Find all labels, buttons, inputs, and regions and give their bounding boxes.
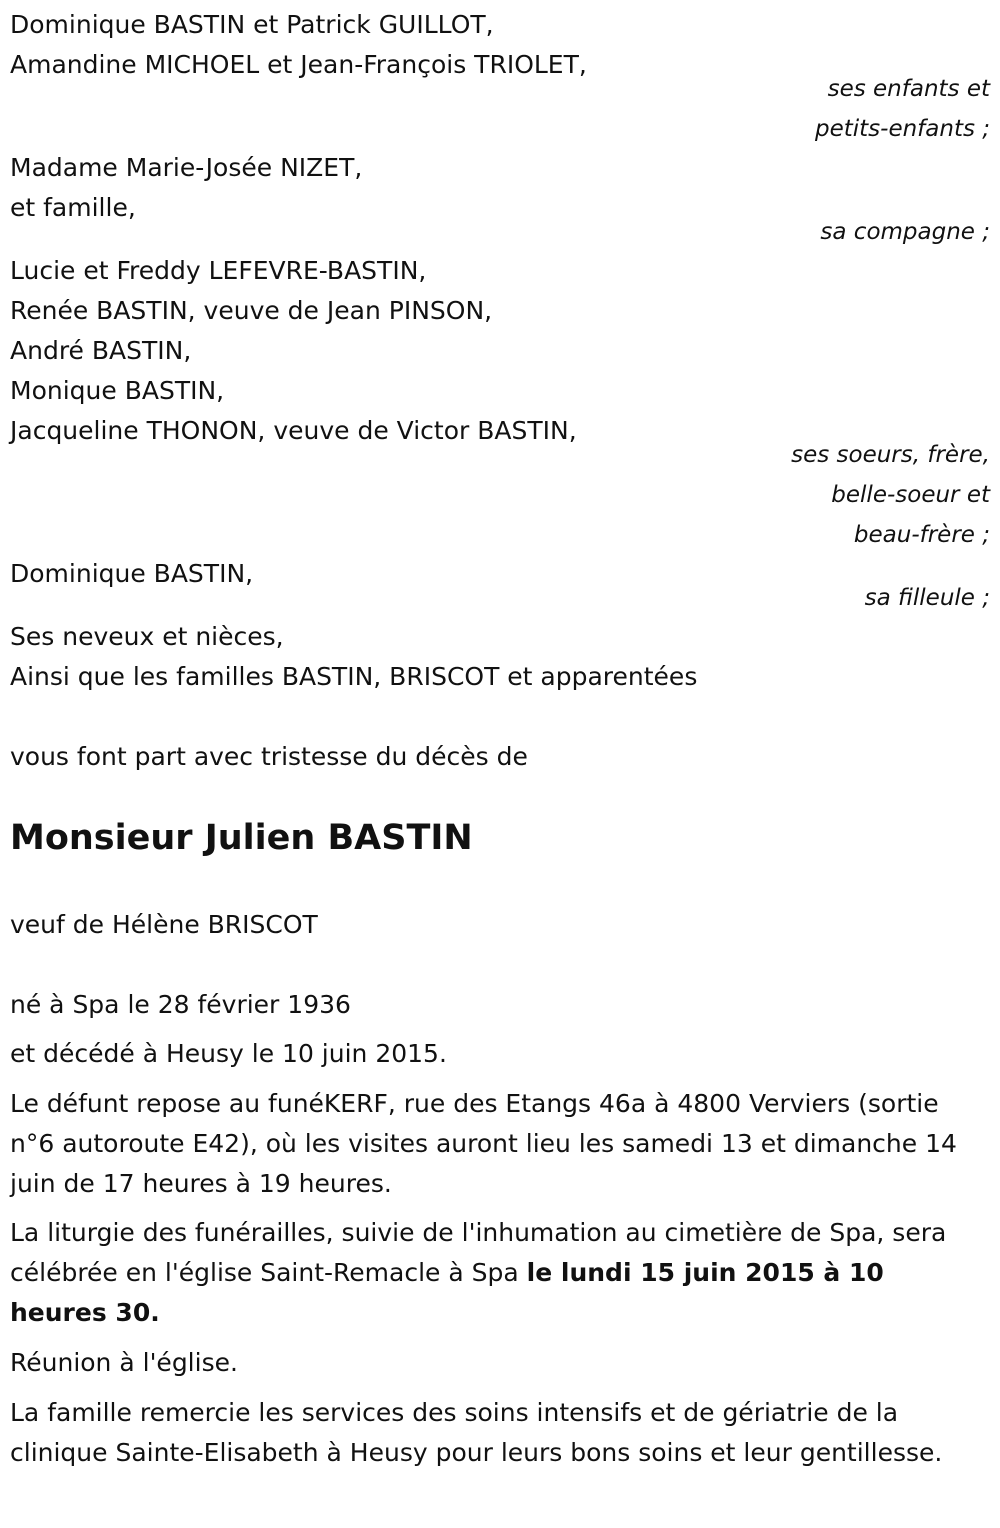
family-line: Madame Marie-Josée NIZET, bbox=[10, 153, 363, 182]
family-line: André BASTIN, bbox=[10, 336, 192, 365]
death-text: et décédé à Heusy le 10 juin 2015. bbox=[10, 1039, 447, 1068]
family-line: Amandine MICHOEL et Jean-François TRIOLET, bbox=[10, 50, 587, 79]
liturgy-intro: La liturgie des funérailles, suivie de l'inhumation au cimetière de Spa, sera célébrée en l'église Saint-Remacle à Spa bbox=[10, 1218, 947, 1287]
relation-label: beau-frère ; bbox=[853, 522, 990, 548]
family-line: Renée BASTIN, veuve de Jean PINSON, bbox=[10, 296, 493, 325]
relation-label: ses soeurs, frère, bbox=[791, 442, 990, 468]
reunion-text: Réunion à l'église. bbox=[10, 1348, 238, 1377]
widow-of-text: veuf de Hélène BRISCOT bbox=[10, 910, 318, 939]
relation-label: ses enfants et bbox=[827, 76, 990, 102]
family-line: Ses neveux et nièces, bbox=[10, 622, 284, 651]
family-line: Ainsi que les familles BASTIN, BRISCOT et apparentées bbox=[10, 662, 698, 691]
family-line: Dominique BASTIN, bbox=[10, 559, 254, 588]
family-line: Jacqueline THONON, veuve de Victor BASTIN, bbox=[10, 416, 577, 445]
relation-label: belle-soeur et bbox=[831, 482, 990, 508]
relation-label: sa filleule ; bbox=[864, 585, 990, 611]
deceased-name: Monsieur Julien BASTIN bbox=[10, 818, 473, 858]
family-line: et famille, bbox=[10, 193, 136, 222]
announcement-text: vous font part avec tristesse du décès de bbox=[10, 742, 528, 771]
relation-label: sa compagne ; bbox=[820, 219, 990, 245]
family-line: Monique BASTIN, bbox=[10, 376, 225, 405]
family-line: Dominique BASTIN et Patrick GUILLOT, bbox=[10, 10, 494, 39]
liturgy-date: le lundi 15 juin 2015 à 10 heures 30. bbox=[10, 1258, 884, 1327]
repose-paragraph: Le défunt repose au funéKERF, rue des Etangs 46a à 4800 Verviers (sortie n°6 autoroute E42), où les visites auront lieu les samedi 13 et dimanche 14 juin de 17 heures à 19 heures. bbox=[10, 1089, 957, 1198]
thanks-paragraph: La famille remercie les services des soins intensifs et de gériatrie de la clinique Sainte-Elisabeth à Heusy pour leurs bons soins et leur gentillesse. bbox=[10, 1398, 943, 1467]
family-line: Lucie et Freddy LEFEVRE-BASTIN, bbox=[10, 256, 427, 285]
relation-label: petits-enfants ; bbox=[814, 116, 990, 142]
liturgy-paragraph bbox=[10, 1213, 970, 1333]
birth-text: né à Spa le 28 février 1936 bbox=[10, 990, 351, 1019]
